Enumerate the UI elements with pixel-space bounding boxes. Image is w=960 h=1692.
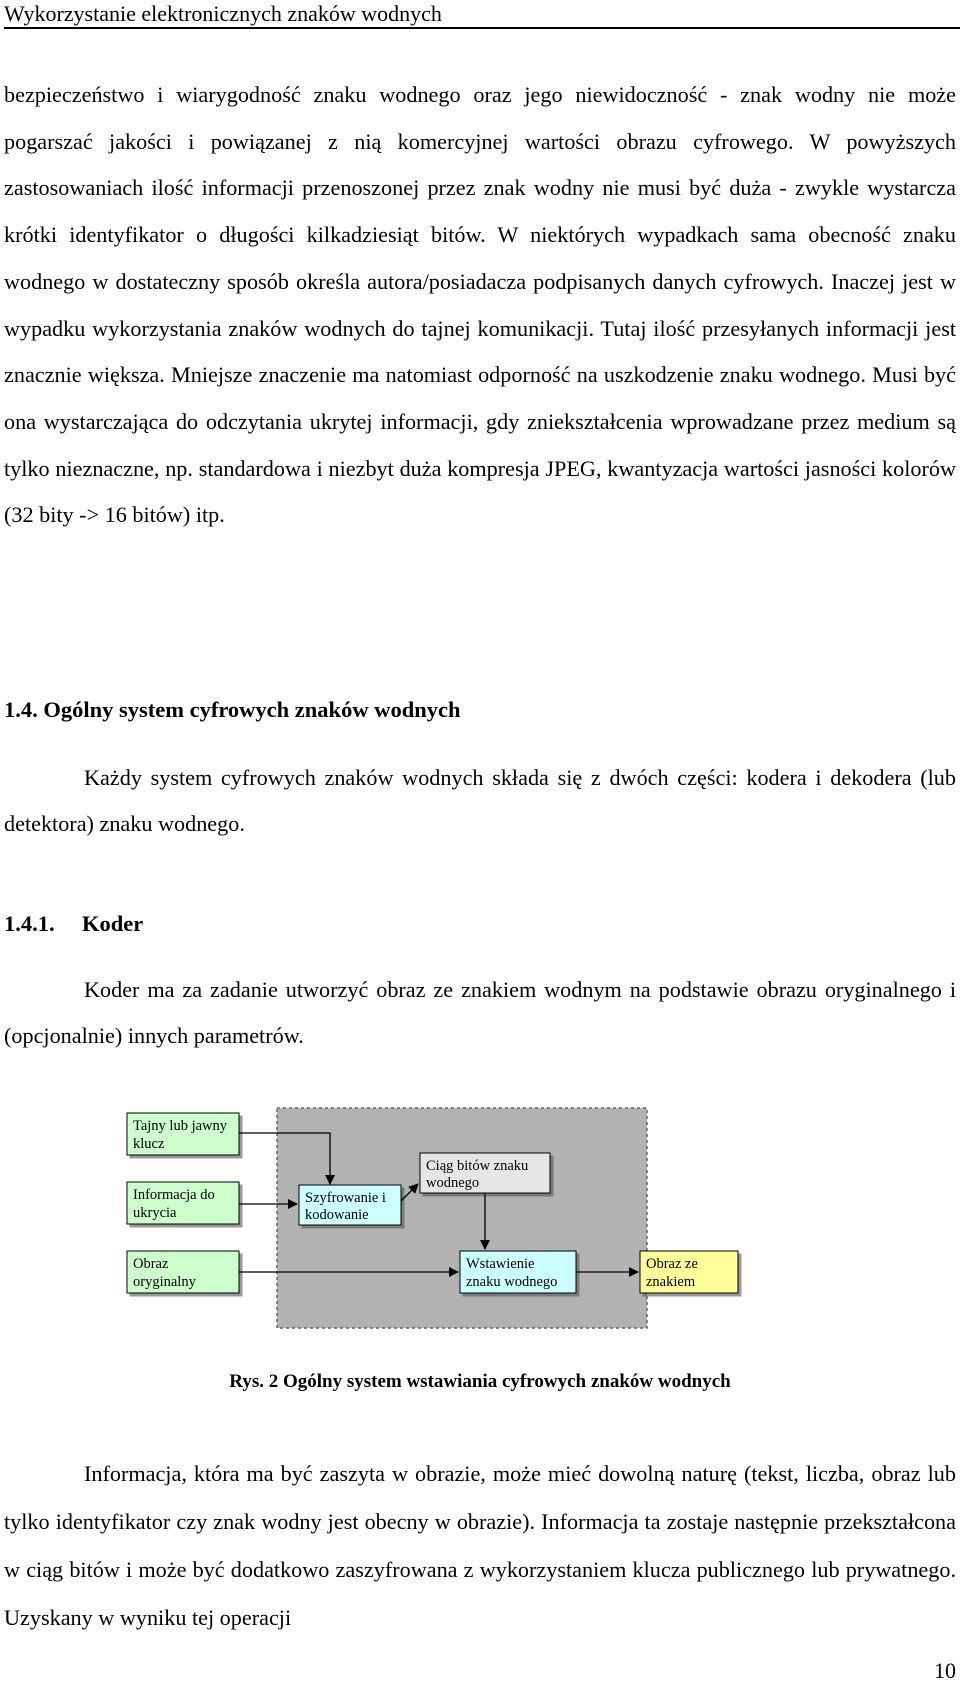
original-image-label-1: Obraz	[133, 1256, 169, 1272]
hidden-info-box	[127, 1182, 239, 1224]
watermarked-image-label-1: Obraz ze	[646, 1256, 698, 1272]
section-number: 1.4.1.	[4, 911, 55, 936]
watermarked-image-label-2: znakiem	[646, 1274, 696, 1290]
secret-key-label-2: klucz	[133, 1136, 165, 1152]
watermark-insertion-label-1: Wstawienie	[466, 1256, 535, 1272]
paragraph-system-parts: Każdy system cyfrowych znaków wodnych składa się z dwóch części: kodera i dekodera (lub detektora) znaku wodnego.	[4, 765, 956, 836]
paragraph-information: Informacja, która ma być zaszyta w obrazie, może mieć dowolną naturę (tekst, liczba, obraz lub tylko identyfikator czy znak wodny jest obecny w obrazie). Informacja ta zostaje następnie przekształcona w ciąg bitów i może być dodatkowo zaszyfrowana z wykorzystaniem klucza publicznego lub prywatnego. Uzyskany w wyniku tej operacji	[4, 1461, 956, 1630]
watermark-insertion-label-2: znaku wodnego	[466, 1274, 558, 1290]
hidden-info-label-1: Informacja do	[133, 1187, 215, 1203]
paragraph-coder: Koder ma za zadanie utworzyć obraz ze znakiem wodnym na podstawie obrazu oryginalnego i (opcjonalnie) innych parametrów.	[4, 977, 956, 1048]
hidden-info-label-2: ukrycia	[133, 1205, 177, 1221]
bit-sequence-label-1: Ciąg bitów znaku	[426, 1158, 529, 1174]
secret-key-label-1: Tajny lub jawny	[133, 1118, 228, 1134]
encryption-label-1: Szyfrowanie i	[305, 1190, 386, 1206]
encryption-box	[299, 1185, 401, 1225]
encryption-label-2: kodowanie	[305, 1207, 369, 1223]
original-image-label-2: oryginalny	[133, 1274, 196, 1290]
bit-sequence-box	[420, 1153, 550, 1193]
watermark-system-diagram	[120, 1105, 802, 1335]
figure-caption: Rys. 2 Ogólny system wstawiania cyfrowych znaków wodnych	[229, 1371, 731, 1392]
bit-sequence-label-2: wodnego	[426, 1175, 480, 1191]
section-title: Koder	[82, 911, 144, 936]
secret-key-box	[127, 1113, 239, 1155]
original-image-box	[127, 1251, 239, 1293]
watermark-insertion-box	[460, 1251, 576, 1293]
section-heading-1-4: 1.4. Ogólny system cyfrowych znaków wodnych	[4, 697, 461, 722]
paragraph-security: bezpieczeństwo i wiarygodność znaku wodnego oraz jego niewidoczność - znak wodny nie może pogarszać jakości i powiązanej z nią komercyjnej wartości obrazu cyfrowego. W powyższych zastosowaniach ilość informacji przenoszonej przez znak wodny nie musi być duża - zwykle wystarcza krótki identyfikator o długości kilkadziesiąt bitów. W niektórych wypadkach sama obecność znaku wodnego w dostateczny sposób określa autora/posiadacza podpisanych danych cyfrowych. Inaczej jest w wypadku wykorzystania znaków wodnych do tajnej komunikacji. Tutaj ilość przesyłanych informacji jest znacznie większa. Mniejsze znaczenie ma natomiast odporność na uszkodzenie znaku wodnego. Musi być ona wystarczająca do odczytania ukrytej informacji, gdy zniekształcenia wprowadzane przez medium są tylko nieznaczne, np. standardowa i niezbyt duża kompresja JPEG, kwantyzacja wartości jasności kolorów (32 bity -> 16 bitów) itp.	[4, 82, 956, 528]
page-number: 10	[934, 1658, 956, 1683]
watermarked-image-box	[640, 1251, 738, 1293]
section-heading-1-4-1	[4, 911, 143, 937]
running-header: Wykorzystanie elektronicznych znaków wodnych	[4, 0, 960, 29]
